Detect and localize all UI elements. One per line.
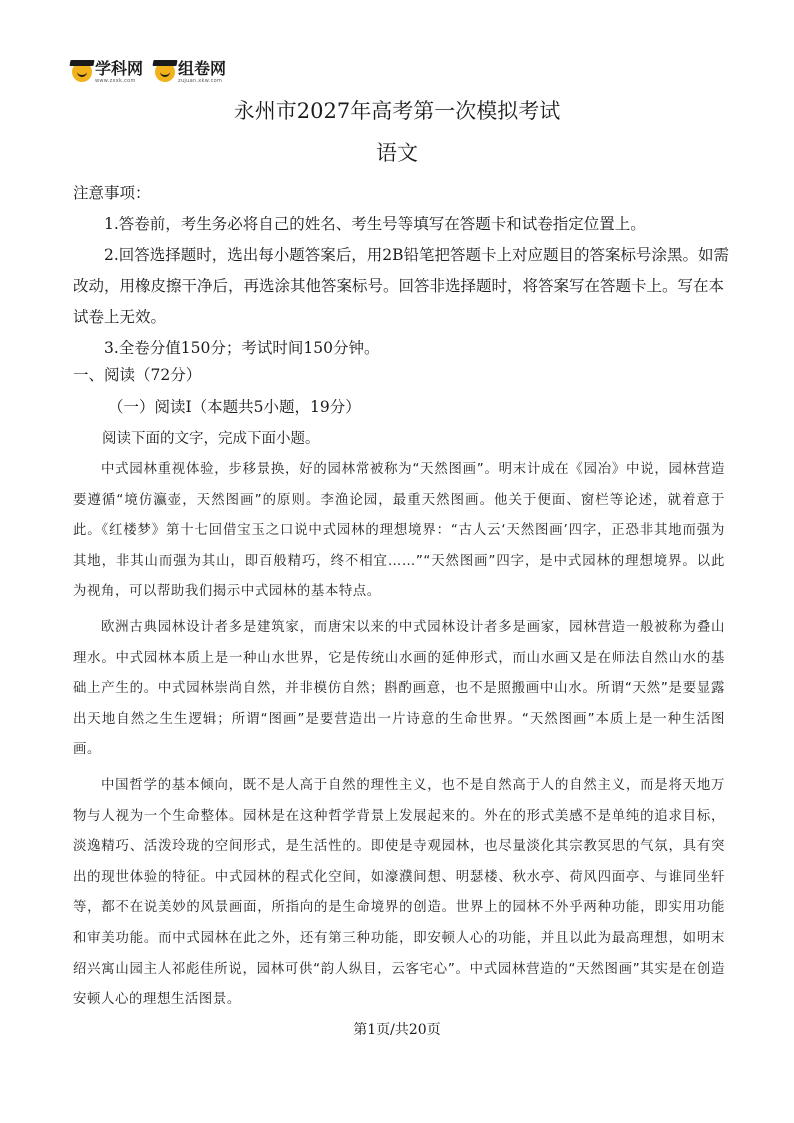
notice-section xyxy=(73,178,733,364)
graduation-cap-icon xyxy=(155,62,175,82)
passage-paragraph: 中国哲学的基本倾向，既不是人高于自然的理性主义，也不是自然高于人的自然主义，而是将天地万物与人视为一个生命整体。园林是在这种哲学背景上发展起来的。外在的形式美感不是单纯的追求目标，淡逸精巧、活泼玲珑的空间形式，是生活性的。即使是寺观园林，也尽量淡化其宗教冥思的气氛，具有突出的现世体验的特征。中式园林的程式化空间，如濠濮间想、明瑟楼、秋水亭、荷风四面亭、与谁同坐轩等，都不在说美妙的风景画面，所指向的是生命境界的创造。世界上的园林不外乎两种功能，即实用功能和审美功能。而中式园林在此之外，还有第三种功能，即安顿人心的功能，并且以此为最高理想，如明末绍兴寓山园主人祁彪佳所说，园林可供“韵人纵目，云客宅心”。中式园林营造的“天然图画”其实是在创造安顿人心的理想生活图景。 xyxy=(73,777,725,1008)
notice-heading: 注意事项： xyxy=(73,184,151,202)
passage-paragraph: 欧洲古典园林设计者多是建筑家，而唐宋以来的中式园林设计者多是画家，园林营造一般被称为叠山理水。中式园林本质上是一种山水世界，它是传统山水画的延伸形式，而山水画又是在师法自然山水的基础上产生的。中式园林崇尚自然，并非模仿自然；斟酌画意，也不是照搬画中山水。所谓“天然”是要显露出天地自然之生生逻辑；所谓“图画”是要营造出一片诗意的生命世界。“天然图画”本质上是一种生活图画。 xyxy=(73,619,725,758)
page-number: 第1页/共20页 xyxy=(353,1022,441,1038)
header-logos xyxy=(72,58,238,86)
notice-item-3: 3.全卷分值150分；考试时间150分钟。 xyxy=(104,339,380,357)
passage-paragraph: 中式园林重视体验，步移景换，好的园林常被称为“天然图画”。明末计成在《园冶》中说，园林营造要遵循“境仿瀛壶，天然图画”的原则。李渔论园，最重天然图画。他关于便面、窗栏等论述，就着意于此。《红楼梦》第十七回借宝玉之口说中式园林的理想境界：“古人云‘天然图画’四字，正恐非其地而强为其地，非其山而强为其山，即百般精巧，终不相宜……”“天然图画”四字，是中式园林的理想境界。以此为视角，可以帮助我们揭示中式园林的基本特点。 xyxy=(73,462,725,600)
logo-zxxk xyxy=(72,58,144,84)
logo-name: 学科网 xyxy=(95,58,144,78)
logo-name: 组卷网 xyxy=(178,58,227,78)
notice-item-1: 1.答卷前，考生务必将自己的姓名、考生号等填写在答题卡和试卷指定位置上。 xyxy=(104,215,646,233)
logo-zujuan xyxy=(155,58,227,84)
logo-url: zujuan.xkw.com xyxy=(178,77,223,84)
reading-passage xyxy=(73,455,725,1021)
graduation-cap-icon xyxy=(72,62,92,82)
subject-title: 语文 xyxy=(376,141,418,165)
notice-item-2: 2.回答选择题时，选出每小题答案后，用2B铅笔把答题卡上对应题目的答案标号涂黑。如需改动，用橡皮擦干净后，再选涂其他答案标号。回答非选择题时，将答案写在答题卡上。写在本试卷上无效。 xyxy=(73,246,730,326)
subsection-heading: （一）阅读Ⅰ（本题共5小题，19分） xyxy=(108,398,361,416)
exam-title: 永州市2027年高考第一次模拟考试 xyxy=(233,99,561,123)
section-heading: 一、阅读（72分） xyxy=(73,366,202,384)
logo-url: www.zxxk.com xyxy=(95,77,136,84)
reading-instruction: 阅读下面的文字，完成下面小题。 xyxy=(102,431,320,447)
